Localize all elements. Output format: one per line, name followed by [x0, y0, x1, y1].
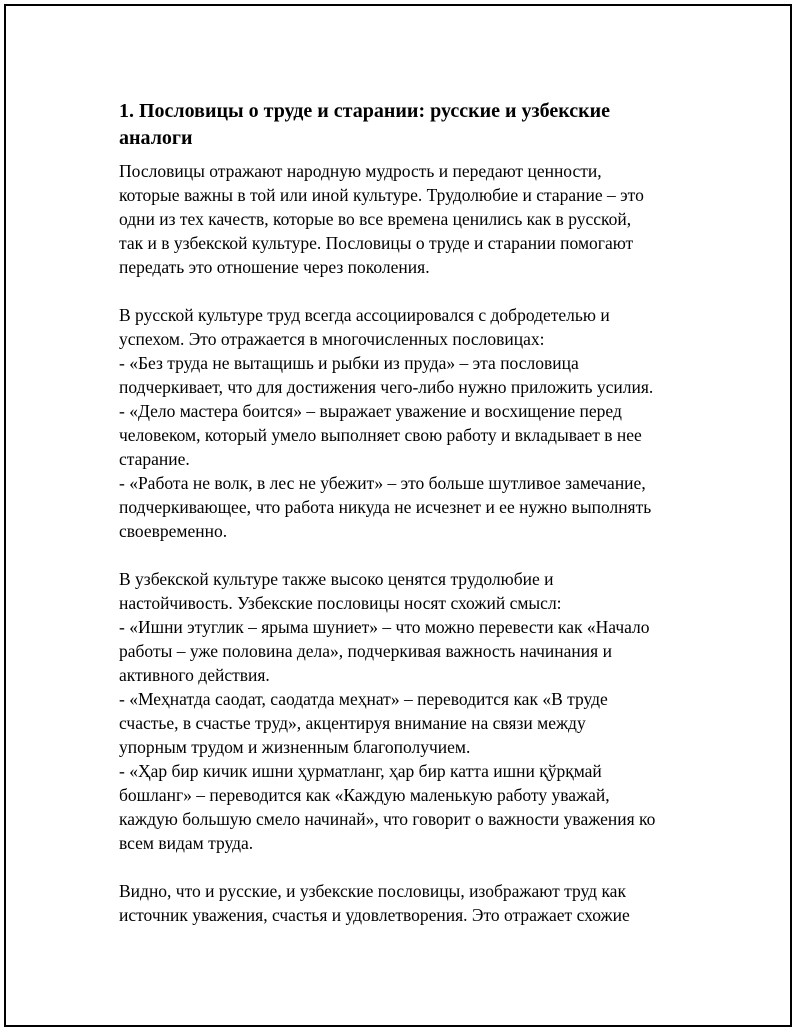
- paragraph-uzbek-proverbs: [119, 567, 703, 855]
- text-line: В узбекской культуре также высоко ценятся трудолюбие и: [119, 569, 554, 589]
- heading-line: 1. Пословицы о труде и старании: русские и узбекские: [119, 100, 611, 122]
- text-line: упорным трудом и жизненным благополучием.: [119, 737, 471, 757]
- text-line: так и в узбекской культуре. Пословицы о труде и старании помогают: [119, 233, 634, 253]
- section-heading: [119, 98, 703, 152]
- text-line: счастье, в счастье труд», акцентируя внимание на связи между: [119, 713, 586, 733]
- text-line: работы – уже половина дела», подчеркивая важность начинания и: [119, 641, 612, 661]
- text-line: бошланг» – переводится как «Каждую маленькую работу уважай,: [119, 785, 610, 805]
- paragraph-gap: [119, 543, 703, 567]
- text-line: - «Ишни этуглик – ярыма шуниет» – что можно перевести как «Начало: [119, 617, 650, 637]
- text-line: всем видам труда.: [119, 833, 254, 853]
- text-line: своевременно.: [119, 521, 228, 541]
- paragraph-intro: [119, 159, 703, 279]
- text-line: подчеркивает, что для достижения чего-либо нужно приложить усилия.: [119, 377, 654, 397]
- heading-line: аналоги: [119, 127, 193, 149]
- text-line: каждую большую смело начинай», что говорит о важности уважения ко: [119, 809, 656, 829]
- text-line: - «Без труда не вытащишь и рыбки из пруда» – эта пословица: [119, 353, 579, 373]
- text-line: одни из тех качеств, которые во все времена ценились как в русской,: [119, 209, 632, 229]
- text-line: человеком, который умело выполняет свою работу и вкладывает в нее: [119, 425, 642, 445]
- text-line: Пословицы отражают народную мудрость и передают ценности,: [119, 161, 602, 181]
- text-line: передать это отношение через поколения.: [119, 257, 430, 277]
- paragraph-gap: [119, 279, 703, 303]
- text-line: Видно, что и русские, и узбекские пословицы, изображают труд как: [119, 881, 626, 901]
- text-line: подчеркивающее, что работа никуда не исчезнет и ее нужно выполнять: [119, 497, 652, 517]
- text-line: старание.: [119, 449, 190, 469]
- text-line: которые важны в той или иной культуре. Трудолюбие и старание – это: [119, 185, 644, 205]
- text-line: - «Работа не волк, в лес не убежит» – это больше шутливое замечание,: [119, 473, 646, 493]
- paragraph-russian-proverbs: [119, 303, 703, 543]
- text-line: - «Ҳар бир кичик ишни ҳурматланг, ҳар бир катта ишни қўрқмай: [119, 761, 602, 781]
- text-line: В русской культуре труд всегда ассоциировался с добродетелью и: [119, 305, 610, 325]
- text-line: настойчивость. Узбекские пословицы носят схожий смысл:: [119, 593, 562, 613]
- text-line: - «Меҳнатда саодат, саодатда меҳнат» – переводится как «В труде: [119, 689, 608, 709]
- text-line: источник уважения, счастья и удовлетворения. Это отражает схожие: [119, 905, 630, 925]
- text-line: - «Дело мастера боится» – выражает уважение и восхищение перед: [119, 401, 622, 421]
- document-content: [119, 98, 703, 927]
- document-body: [119, 159, 703, 927]
- paragraph-gap: [119, 855, 703, 879]
- text-line: успехом. Это отражается в многочисленных пословицах:: [119, 329, 545, 349]
- paragraph-conclusion: [119, 879, 703, 927]
- text-line: активного действия.: [119, 665, 270, 685]
- page-frame: [4, 4, 792, 1027]
